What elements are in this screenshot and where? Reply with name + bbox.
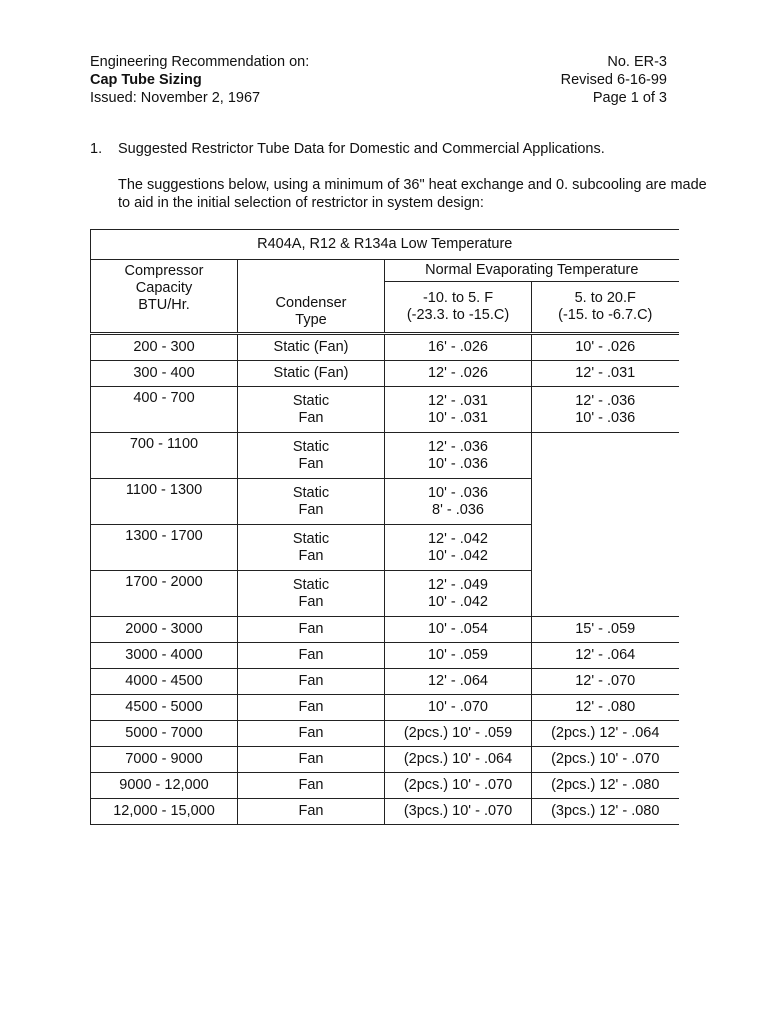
tube-range1-cell: 12' - .036 10' - .036 <box>385 433 532 479</box>
tube-range2-cell: (3pcs.) 12' - .080 <box>532 799 679 825</box>
table-row <box>91 433 679 479</box>
tube-range1-cell: 12' - .031 10' - .031 <box>385 387 532 433</box>
table-row <box>91 387 679 433</box>
tube-range1-cell: (3pcs.) 10' - .070 <box>385 799 532 825</box>
table-row <box>91 643 679 669</box>
table-row <box>91 617 679 643</box>
tube-range1-cell: (2pcs.) 10' - .064 <box>385 747 532 773</box>
tube-range1-cell: 10' - .036 8' - .036 <box>385 479 532 525</box>
tube-range1-cell: 12' - .042 10' - .042 <box>385 525 532 571</box>
tube-range2-empty-cell <box>532 433 679 617</box>
issued-date: Issued: November 2, 1967 <box>90 90 261 106</box>
tube-range2-cell: 12' - .031 <box>532 361 679 387</box>
condenser-type-cell: Static Fan <box>238 571 385 617</box>
temp-range-2-header: 5. to 20.F (-15. to -6.7.C) <box>532 282 679 334</box>
condenser-type-cell: Static (Fan) <box>238 334 385 361</box>
table-row <box>91 799 679 825</box>
tube-range1-cell: 12' - .064 <box>385 669 532 695</box>
tube-range2-cell: 12' - .036 10' - .036 <box>532 387 679 433</box>
capacity-cell: 700 - 1100 <box>91 433 238 479</box>
condenser-type-cell: Static Fan <box>238 433 385 479</box>
table-row <box>91 721 679 747</box>
capacity-cell: 9000 - 12,000 <box>91 773 238 799</box>
condenser-type-cell: Static Fan <box>238 387 385 433</box>
tube-range2-cell: 15' - .059 <box>532 617 679 643</box>
capacity-cell: 12,000 - 15,000 <box>91 799 238 825</box>
tube-range2-cell: 12' - .070 <box>532 669 679 695</box>
tube-range1-cell: 12' - .049 10' - .042 <box>385 571 532 617</box>
section-paragraph: The suggestions below, using a minimum of 36" heat exchange and 0. subcooling are made to aid in the initial selection of restrictor in system design: <box>118 177 707 211</box>
restrictor-tube-table <box>90 229 679 825</box>
capacity-cell: 1700 - 2000 <box>91 571 238 617</box>
tube-range1-cell: (2pcs.) 10' - .070 <box>385 773 532 799</box>
revision-date: Revised 6-16-99 <box>560 72 667 88</box>
capacity-cell: 2000 - 3000 <box>91 617 238 643</box>
document-number: No. ER-3 <box>607 54 667 70</box>
condenser-type-cell: Fan <box>238 617 385 643</box>
tube-range2-cell: 12' - .064 <box>532 643 679 669</box>
document-title: Cap Tube Sizing <box>90 72 202 88</box>
condenser-type-cell: Fan <box>238 643 385 669</box>
condenser-type-cell: Static Fan <box>238 525 385 571</box>
document-header-left <box>90 53 309 107</box>
condenser-type-cell: Static (Fan) <box>238 361 385 387</box>
table-row <box>91 695 679 721</box>
table-row <box>91 747 679 773</box>
table-row <box>91 334 679 361</box>
capacity-cell: 5000 - 7000 <box>91 721 238 747</box>
tube-range1-cell: (2pcs.) 10' - .059 <box>385 721 532 747</box>
capacity-cell: 400 - 700 <box>91 387 238 433</box>
section-number: 1. <box>90 141 103 157</box>
evaporating-temp-header: Normal Evaporating Temperature <box>385 260 679 282</box>
compressor-capacity-header: Compressor Capacity BTU/Hr. <box>91 260 238 334</box>
condenser-type-cell: Fan <box>238 773 385 799</box>
section-heading <box>90 141 605 157</box>
temp-range-1-header: -10. to 5. F (-23.3. to -15.C) <box>385 282 532 334</box>
document-header-right <box>561 53 667 107</box>
tube-range1-cell: 10' - .054 <box>385 617 532 643</box>
tube-range2-cell: 10' - .026 <box>532 334 679 361</box>
capacity-cell: 200 - 300 <box>91 334 238 361</box>
capacity-cell: 3000 - 4000 <box>91 643 238 669</box>
tube-range1-cell: 12' - .026 <box>385 361 532 387</box>
capacity-cell: 4000 - 4500 <box>91 669 238 695</box>
page-number: Page 1 of 3 <box>592 90 667 106</box>
table-row <box>91 361 679 387</box>
condenser-type-header: Condenser Type <box>238 260 385 334</box>
table-row <box>91 773 679 799</box>
condenser-type-cell: Fan <box>238 669 385 695</box>
capacity-cell: 300 - 400 <box>91 361 238 387</box>
section-title: Suggested Restrictor Tube Data for Domestic and Commercial Applications. <box>118 141 605 157</box>
capacity-cell: 7000 - 9000 <box>91 747 238 773</box>
tube-range1-cell: 10' - .070 <box>385 695 532 721</box>
tube-range1-cell: 16' - .026 <box>385 334 532 361</box>
tube-range2-cell: (2pcs.) 12' - .080 <box>532 773 679 799</box>
tube-range1-cell: 10' - .059 <box>385 643 532 669</box>
condenser-type-cell: Static Fan <box>238 479 385 525</box>
tube-range2-cell: (2pcs.) 10' - .070 <box>532 747 679 773</box>
condenser-type-cell: Fan <box>238 695 385 721</box>
table-row <box>91 669 679 695</box>
condenser-type-cell: Fan <box>238 799 385 825</box>
capacity-cell: 1100 - 1300 <box>91 479 238 525</box>
capacity-cell: 1300 - 1700 <box>91 525 238 571</box>
document-type: Engineering Recommendation on: <box>90 54 310 70</box>
tube-range2-cell: 12' - .080 <box>532 695 679 721</box>
condenser-type-cell: Fan <box>238 721 385 747</box>
table-title: R404A, R12 & R134a Low Temperature <box>91 230 679 260</box>
capacity-cell: 4500 - 5000 <box>91 695 238 721</box>
tube-range2-cell: (2pcs.) 12' - .064 <box>532 721 679 747</box>
condenser-type-cell: Fan <box>238 747 385 773</box>
